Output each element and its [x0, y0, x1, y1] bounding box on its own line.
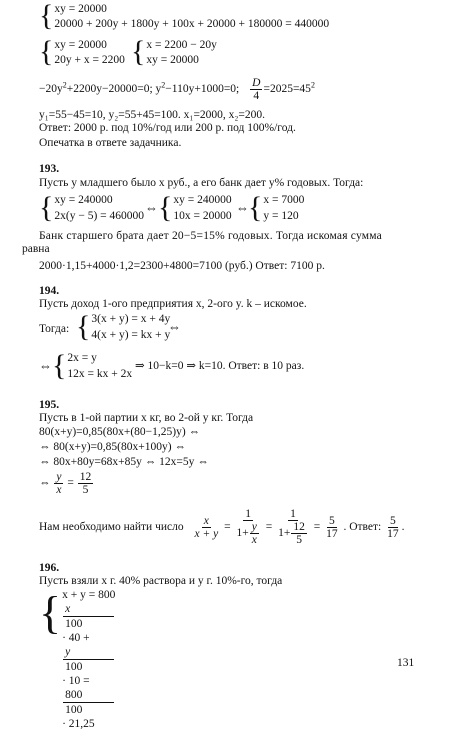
problem-196-intro: Пусть взяли x г. 40% раствора и y г. 10%-го, тогда: [39, 575, 283, 587]
quadratic-line: $-20y^2+2200y-20000=0$; $y^2-110y+1000=0$; $\frac{D}{4}$ $=2025=45^2$: [39, 77, 315, 102]
equivalence-arrow: ⇔: [168, 319, 181, 334]
p193-system-3: { x = 7000 y = 120: [248, 191, 305, 224]
p196-system: { x + y = 800 x 100 · 40 + y 100 · 10 = 800 100 · 21,25: [39, 587, 116, 730]
problem-193-number: 193.: [39, 163, 60, 175]
page-number: 131: [397, 657, 415, 669]
equivalence-arrow: ⇔: [236, 200, 249, 215]
problem-194-number: 194.: [39, 285, 60, 297]
system-2: [39, 37, 125, 67]
system-1: [39, 1, 329, 31]
sys3-row-1: x = 2200 − 20y: [146, 38, 217, 51]
typo-note: Опечатка в ответе задачника.: [39, 137, 182, 149]
equivalence-arrow: ⇔: [145, 200, 158, 215]
answer-line: Ответ: 2000 р. под 10%/год или 200 р. под 100%/год.: [39, 122, 296, 134]
problem-195-number: 195.: [39, 399, 60, 411]
sys2-row-1: xy = 20000: [54, 38, 107, 51]
problem-195-ratio: ⇔ $\frac{y}{x}$ = $\frac{12}{5}$: [39, 470, 92, 496]
p194-system-2: { 2x = y 12x = kx + 2x: [52, 349, 133, 382]
brace: {: [131, 35, 146, 68]
system-3: [131, 37, 217, 67]
brace: {: [39, 35, 54, 68]
problem-195-line-1: 80(x+y)=0,85(80x+(80−1,25)y) ⇔: [39, 426, 201, 438]
problem-193-calc: 2000·1,15+4000·1,2=2300+4800=7100 (руб.) Ответ: 7100 р.: [39, 260, 325, 272]
sys1-row-2: 20000 + 200y + 1800y + 100x + 20000 + 180000 = 440000: [54, 17, 330, 30]
problem-195-intro: Пусть в 1-ой партии x кг, во 2-ой y кг. Тогда: [39, 412, 254, 424]
sys1-row-1: xy = 20000: [54, 2, 107, 15]
problem-194-result: ⇒ 10−k=0 ⇒ k=10. Ответ: в 10 раз.: [135, 360, 305, 372]
problem-195-find: Нам необходимо найти число $\frac{x}{x + y}$ = 1 1+ $\frac{y}{x}$ = 1 1+ $\frac{12}{5}$ = $\frac{5}{17}$ . Ответ: $\frac{5}{17}$ .: [39, 508, 405, 547]
brace: {: [39, 0, 54, 32]
sys2-row-2: 20y + x = 2200: [54, 53, 125, 66]
then-label: Тогда:: [39, 323, 70, 335]
problem-196-number: 196.: [39, 562, 60, 574]
p193-system-1: { xy = 240000 2x(y − 5) = 460000: [39, 191, 145, 224]
sys3-row-2: xy = 20000: [146, 53, 199, 66]
roots-line: y₁=55−45=10, y₂=55+45=100. x₁=2000, x₂=200.: [39, 109, 266, 121]
p194-system-1: { 3(x + y) = x + 4y 4(x + y) = kx + y: [76, 310, 171, 343]
problem-193-text-cont: равна: [22, 243, 50, 255]
problem-195-line-3: ⇔ 80x+80y=68x+85y ⇔ 12x=5y ⇔: [39, 456, 209, 468]
p193-system-2: { xy = 240000 10x = 20000: [158, 191, 232, 224]
equivalence-arrow: ⇔: [39, 358, 52, 373]
problem-193-intro: Пусть у младшего было x руб., а его банк дает y% годовых. Тогда:: [39, 177, 364, 189]
problem-193-text: Банк старшего брата дает 20−5=15% годовых. Тогда искомая сумма: [39, 230, 382, 242]
problem-194-intro: Пусть доход 1-ого предприятия x, 2-ого y. k – искомое.: [39, 298, 307, 310]
problem-195-line-2: ⇔ 80(x+y)=0,85(80x+100y) ⇔: [39, 441, 186, 453]
